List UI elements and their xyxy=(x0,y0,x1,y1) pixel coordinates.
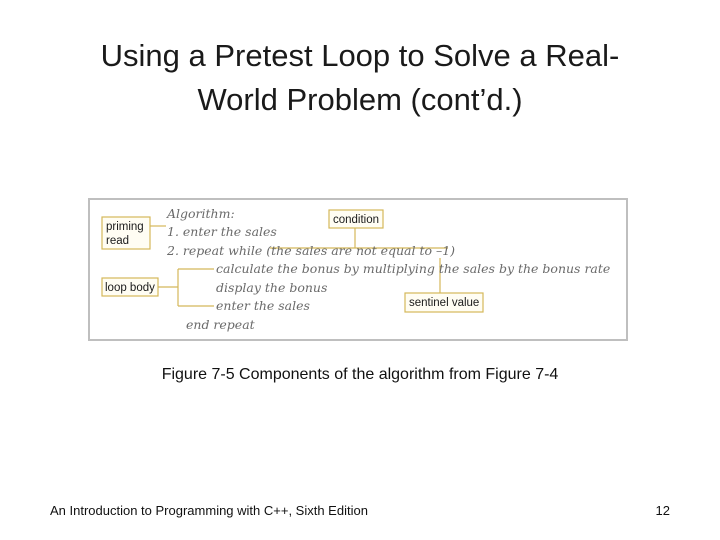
sentinel-value-label: sentinel value xyxy=(409,297,480,309)
read-label: read xyxy=(106,235,130,247)
loop-body-line-3: enter the sales xyxy=(216,298,310,313)
footer-book-title: An Introduction to Programming with C++, Sixth Edition xyxy=(50,503,368,518)
algorithm-step-2: 2. repeat while (the sales are not equal to –1) xyxy=(167,243,456,258)
algorithm-heading: Algorithm: xyxy=(167,206,235,221)
loop-body-line-1: calculate the bonus by multiplying the sales by the bonus rate xyxy=(216,261,611,276)
algorithm-diagram xyxy=(90,200,626,339)
loop-body-line-2: display the bonus xyxy=(216,280,328,295)
page-number: 12 xyxy=(655,503,670,518)
priming-label: priming xyxy=(106,221,144,233)
loop-body-label: loop body xyxy=(105,282,155,294)
condition-label: condition xyxy=(333,214,380,226)
algorithm-figure xyxy=(88,198,628,341)
slide-title-line-1: Using a Pretest Loop to Solve a Real- xyxy=(100,38,620,73)
slide-title xyxy=(30,34,690,122)
end-repeat-line: end repeat xyxy=(186,317,255,332)
slide-title-line-2: World Problem (cont’d.) xyxy=(197,82,523,117)
algorithm-step-1: 1. enter the sales xyxy=(167,224,277,239)
figure-caption: Figure 7-5 Components of the algorithm from Figure 7-4 xyxy=(161,366,559,383)
